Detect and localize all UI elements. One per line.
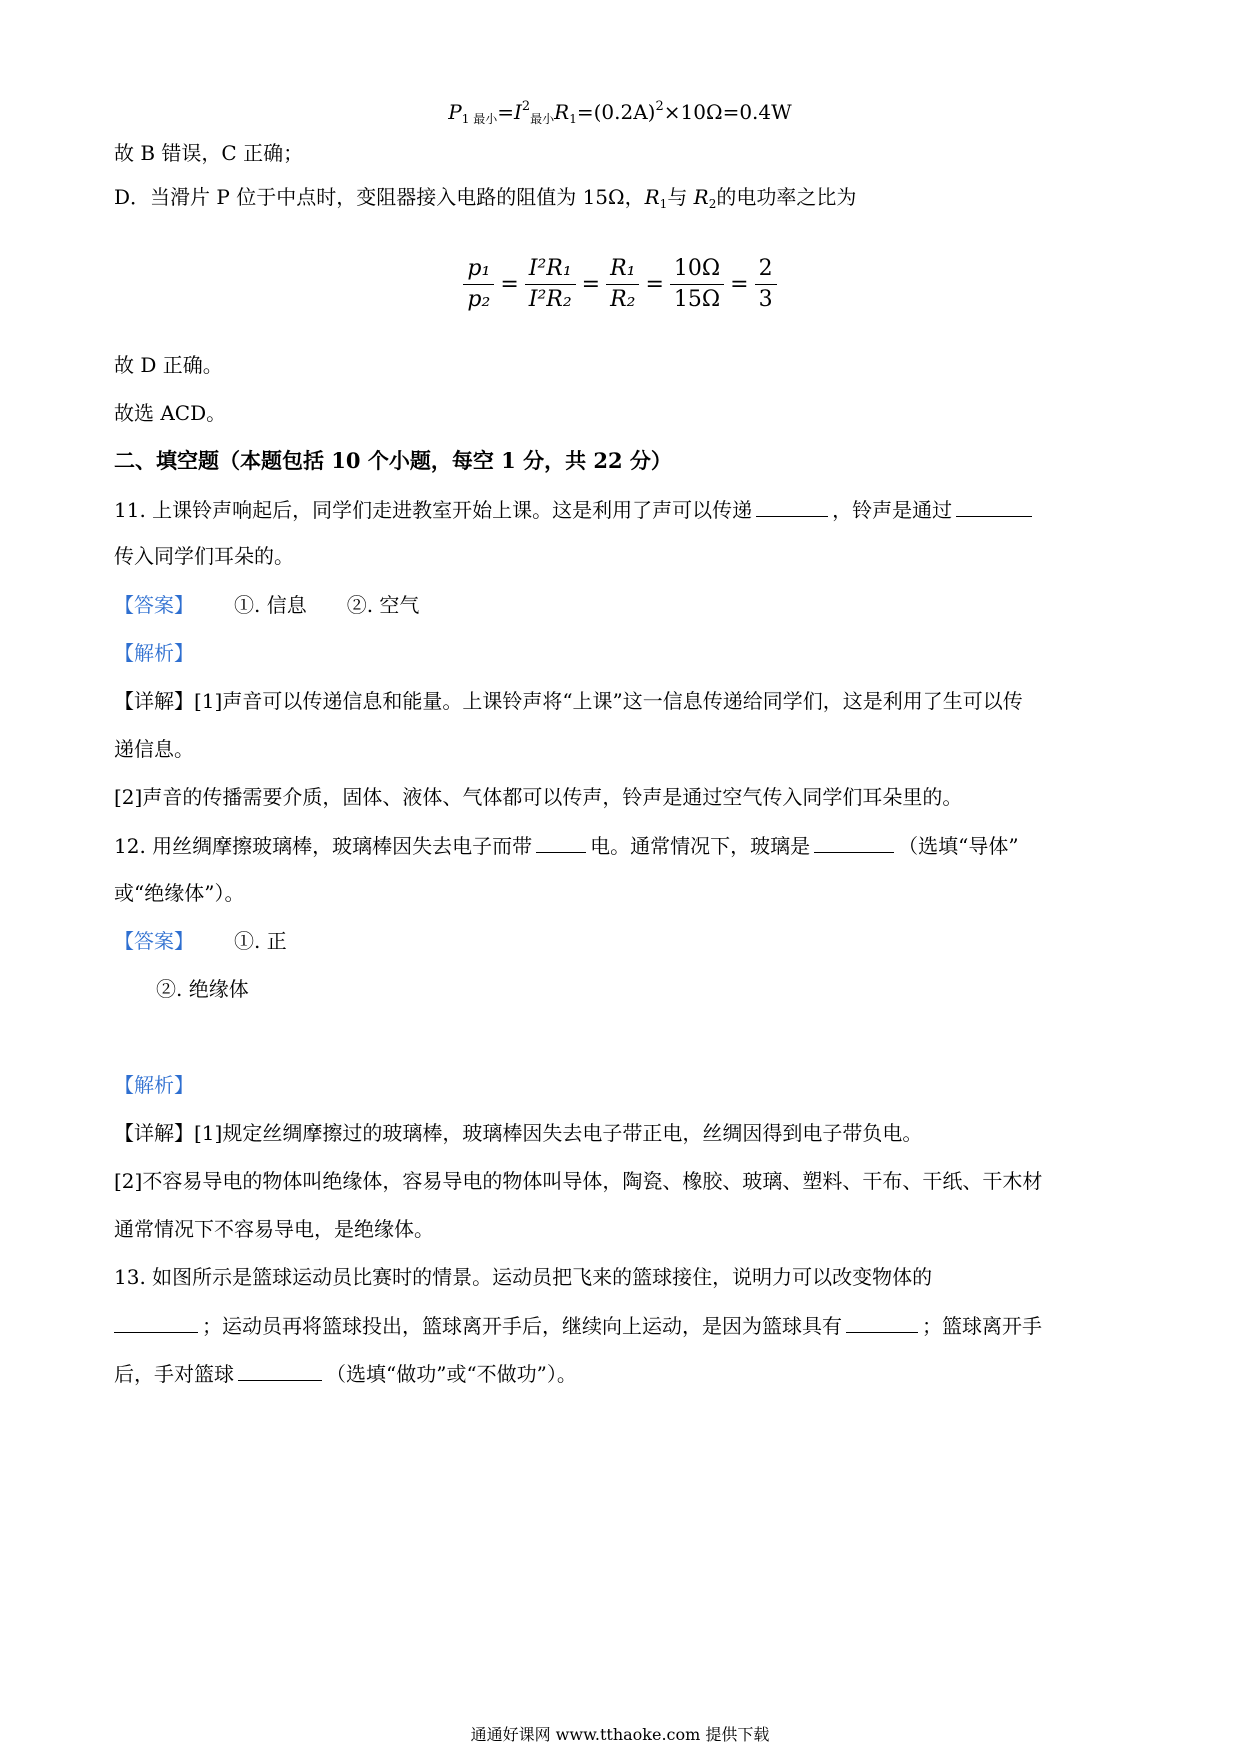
fraction-denominator: 3 bbox=[758, 287, 773, 312]
q13-line1: 13. 如图所示是篮球运动员比赛时的情景。运动员把飞来的篮球接住，说明力可以改变物体的 bbox=[114, 1265, 933, 1289]
fraction-denominator: p₂ bbox=[467, 287, 491, 312]
fraction-denominator: R₂ bbox=[610, 287, 636, 312]
q11-line2: 传入同学们耳朵的。 bbox=[114, 544, 294, 568]
q12-answer-2: ②. 绝缘体 bbox=[156, 977, 249, 1001]
q12-blank-1 bbox=[536, 832, 586, 853]
formula-rest-sup: 2 bbox=[655, 99, 664, 114]
fraction-numerator: 10Ω bbox=[670, 254, 724, 285]
line-d-r2-sub: 2 bbox=[708, 197, 717, 211]
q11-detail-1b: 递信息。 bbox=[114, 737, 194, 761]
q12-text-c: （选填“导体” bbox=[898, 834, 1019, 858]
q13-blank-3 bbox=[238, 1360, 322, 1381]
answer-label: 【答案】 bbox=[114, 929, 194, 953]
q13-text-a: ；运动员再将篮球投出，篮球离开手后，继续向上运动，是因为篮球具有 bbox=[202, 1314, 842, 1338]
section-title: 二、填空题（本题包括 10 个小题，每空 1 分，共 22 分） bbox=[114, 448, 672, 473]
q11-detail-1a: 【详解】[1]声音可以传递信息和能量。上课铃声将“上课”这一信息传递给同学们，这是利用了生可以传 bbox=[114, 689, 1023, 713]
line-d-end: 的电功率之比为 bbox=[716, 185, 857, 209]
q11-blank-1 bbox=[756, 496, 828, 517]
power-ratio-equation bbox=[0, 254, 1240, 315]
q12-blank-2 bbox=[814, 832, 894, 853]
q13-text-c: 后，手对篮球 bbox=[114, 1362, 234, 1386]
q12-text-a: 12. 用丝绸摩擦玻璃棒，玻璃棒因失去电子而带 bbox=[114, 834, 533, 858]
q12-detail-1: 【详解】[1]规定丝绸摩擦过的玻璃棒，玻璃棒因失去电子带正电，丝绸因得到电子带负电。 bbox=[114, 1121, 923, 1145]
formula-equals: = bbox=[497, 100, 514, 124]
fraction-2-3 bbox=[755, 254, 777, 315]
line-choose: 故选 ACD。 bbox=[114, 401, 227, 425]
q13-text-b: ；篮球离开手 bbox=[922, 1314, 1042, 1338]
fraction-p1-p2 bbox=[463, 254, 494, 315]
q13-blank-1 bbox=[114, 1312, 198, 1333]
equals-sign: = bbox=[645, 272, 664, 297]
formula-p1-min bbox=[0, 94, 1240, 132]
q11-text-b: ，铃声是通过 bbox=[832, 498, 953, 522]
formula-tail: ×10Ω=0.4W bbox=[663, 100, 792, 124]
line-d-mid: 与 bbox=[667, 185, 694, 209]
equals-sign: = bbox=[730, 272, 749, 297]
formula-p: P bbox=[448, 100, 462, 124]
fraction-numerator: I²R₁ bbox=[525, 254, 576, 285]
q11-answer-2: ②. 空气 bbox=[346, 593, 420, 617]
q11-answer bbox=[114, 592, 1134, 618]
q12-answer-1: ①. 正 bbox=[234, 929, 287, 953]
q12-detail-2a: [2]不容易导电的物体叫绝缘体，容易导电的物体叫导体，陶瓷、橡胶、玻璃、塑料、干布、干纸、干木材 bbox=[114, 1169, 1043, 1193]
fraction-r1-r2 bbox=[606, 254, 639, 315]
answer-label: 【答案】 bbox=[114, 593, 194, 617]
q11-text-a: 11. 上课铃声响起后，同学们走进教室开始上课。这是利用了声可以传递 bbox=[114, 498, 753, 522]
formula-r-sub: 1 bbox=[569, 112, 577, 126]
q12-text-b: 电。通常情况下，玻璃是 bbox=[590, 834, 811, 858]
q11-analysis-label: 【解析】 bbox=[114, 641, 194, 665]
formula-rest: =(0.2A) bbox=[576, 100, 656, 124]
fraction-i2r1-i2r2 bbox=[525, 254, 576, 315]
line-d-intro-text: D．当滑片 P 位于中点时，变阻器接入电路的阻值为 15Ω， bbox=[114, 185, 645, 209]
line-d-r1: R bbox=[644, 185, 660, 209]
q12-analysis-label: 【解析】 bbox=[114, 1073, 194, 1097]
q13-line3 bbox=[114, 1360, 1134, 1387]
line-d-r2: R bbox=[693, 185, 709, 209]
page-footer: 通通好课网 www.tthaoke.com 提供下载 bbox=[470, 1725, 770, 1744]
line-d-correct: 故 D 正确。 bbox=[114, 353, 223, 377]
fraction-denominator: 15Ω bbox=[673, 287, 721, 312]
q12-detail-2b: 通常情况下不容易导电，是绝缘体。 bbox=[114, 1217, 434, 1241]
q12-line2: 或“绝缘体”）。 bbox=[114, 881, 245, 905]
q13-blank-2 bbox=[846, 1312, 918, 1333]
fraction-10-15 bbox=[670, 254, 724, 315]
q11-answer-1: ①. 信息 bbox=[234, 593, 307, 617]
fraction-numerator: R₁ bbox=[606, 254, 639, 285]
line-b-wrong: 故 B 错误，C 正确； bbox=[114, 141, 304, 165]
q11-detail-2: [2]声音的传播需要介质，固体、液体、气体都可以传声，铃声是通过空气传入同学们耳朵里的。 bbox=[114, 785, 963, 809]
fraction-numerator: 2 bbox=[755, 254, 777, 285]
line-d-r1-sub: 1 bbox=[659, 197, 668, 211]
formula-r: R bbox=[554, 100, 570, 124]
q12-line1 bbox=[114, 832, 1134, 859]
q12-answer bbox=[114, 928, 1134, 954]
line-d-intro bbox=[114, 184, 1134, 217]
equals-sign: = bbox=[581, 272, 601, 297]
formula-p-sub: 1 最小 bbox=[461, 112, 498, 126]
q11-line1 bbox=[114, 496, 1134, 523]
fraction-numerator: p₁ bbox=[463, 254, 494, 285]
fraction-denominator: I²R₂ bbox=[528, 287, 572, 312]
equals-sign: = bbox=[500, 272, 519, 297]
q13-line2 bbox=[114, 1312, 1134, 1339]
formula-i: I bbox=[513, 100, 522, 124]
q11-blank-2 bbox=[956, 496, 1032, 517]
formula-i-sup: 2 bbox=[521, 99, 531, 114]
q13-text-d: （选填“做功”或“不做功”）。 bbox=[326, 1362, 577, 1386]
formula-i-sub: 最小 bbox=[530, 112, 555, 126]
